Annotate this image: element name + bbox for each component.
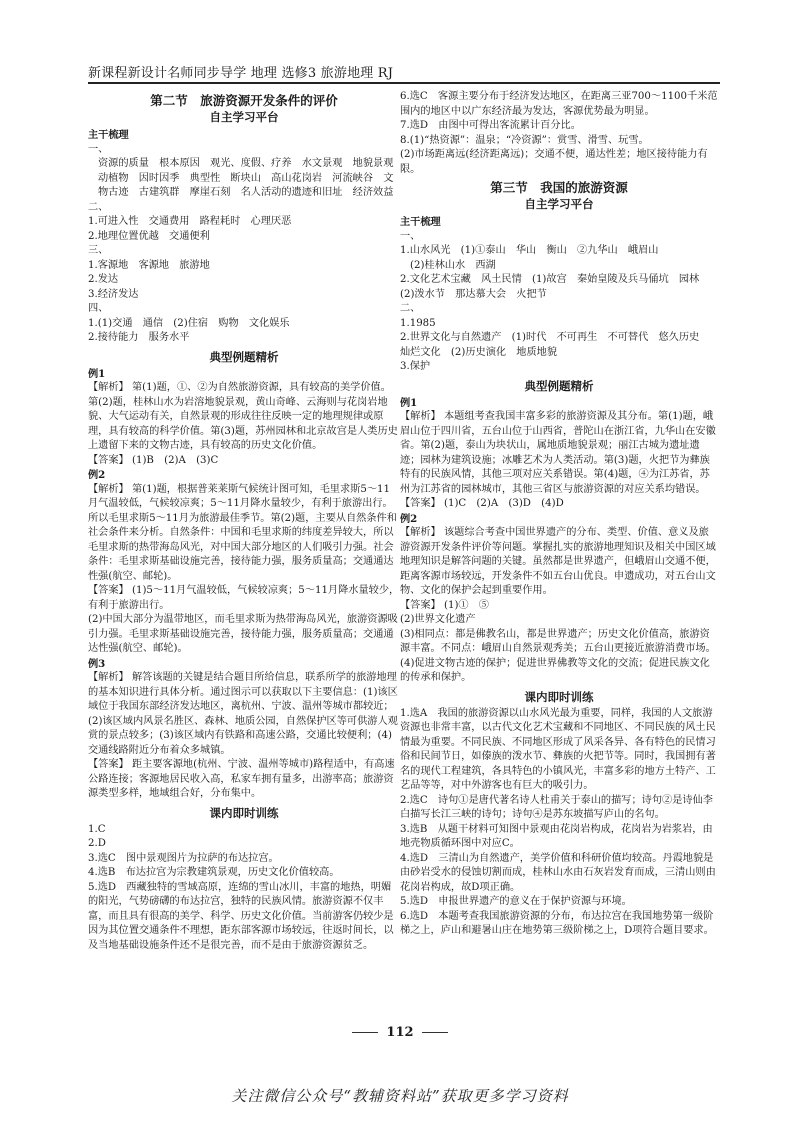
left-line: 【答案】 距主要客源地(杭州、宁波、温州等城市)路程适中，有高速公路连接；客源地居民收入高，私家车拥有量多，出游率高；旅游资源类型多样，地域组合好，分布集中。 [88, 759, 395, 799]
running-header: 新课程新设计名师同步导学 地理 选修3 旅游地理 RJ [88, 66, 394, 81]
right-line: 例2 [400, 512, 418, 525]
left-line: 3.经济发达 [88, 288, 139, 300]
footer-note: 关注微信公众号“教辅资料站”获取更多学习资料 [231, 1087, 569, 1105]
right-line: (2)市场距离远(经济距离远)；交通不便，通达性差；地区接待能力有限。 [400, 149, 708, 175]
page-number [0, 1025, 800, 1040]
left-line: 3.选C 图中景观图片为拉萨的布达拉宫。 [88, 852, 279, 864]
left-line: 【解析】 第(1)题，①、②为自然旅游资源，具有较高的美学价值。第(2)题，桂林山水为岩溶地貌景观，黄山奇峰、云海则与花岗岩地貌、大气运动有关，自然景观的形成往往反映一定的地理规律或原理，具有较高的科学价值。第(3)题，苏州园林和北京故宫是人类历史上遗留下来的文物古迹，具有较高的历史文化价值。 [88, 382, 398, 451]
page-number-dash-right [422, 1032, 448, 1033]
right-line: 一、 [400, 230, 421, 242]
right-line: 3.选B 从题干材料可知图中景观由花岗岩构成，花岗岩为岩浆岩，由地壳物质循环图中对应C。 [400, 823, 713, 849]
left-line: 1.客源地 客源地 旅游地 [88, 259, 210, 271]
left-line: 三、 [88, 245, 109, 256]
left-line: 1.(1)交通 通信 (2)住宿 购物 文化娱乐 [88, 317, 290, 329]
right-line: (4)促进文物古迹的保护；促进世界佛教等文化的交流；促进民族文化的传承和保护。 [400, 657, 710, 683]
right-line: 1.1985 [400, 317, 436, 329]
left-line: (2)中国大部分为温带地区，而毛里求斯为热带海岛风光，旅游资源吸引力强。毛里求斯基础设施完善，接待能力强，服务质量高；交通通达性强(航空、邮轮)。 [88, 614, 398, 654]
left-line: 1.可进入性 交通费用 路程耗时 心理厌恶 [88, 216, 292, 227]
right-line: 6.选C 客源主要分布于经济发达地区，在距离三亚700～1100千米范围内的地区中以广东经济最为发达，客源优势最为明显。 [400, 91, 718, 117]
left-line: 2.接待能力 服务水平 [88, 332, 190, 343]
left-line: 5.选D 西藏独特的雪域高原，连绵的雪山冰川，丰富的地热，明媚的阳光，气势磅礴的布达拉宫，独特的民族风情。旅游资源不仅丰富，而且具有很高的美学、科学、历史文化价值。当前游客仍较少是因为其位置交通条件不理想，距东部客源市场较远，往返时间长，以及当地基础设施条件还不是很完善，而不是由于旅游资源贫乏。 [88, 881, 394, 951]
right-line: (2)桂林山水 西湖 [410, 259, 496, 271]
right-line: 【答案】 (1)① ⑤ [400, 599, 489, 611]
left-line: 例1 [88, 367, 106, 380]
right-line: 课内即时训练 [524, 689, 594, 704]
left-column [88, 90, 404, 953]
left-line: 第二节 旅游资源开发条件的评价 [150, 93, 338, 108]
left-line: 例3 [88, 657, 106, 670]
left-line: 主干梳理 [88, 129, 129, 141]
left-line: 四、 [88, 303, 109, 314]
left-line: 2.地理位置优越 交通便利 [88, 230, 210, 242]
left-line: 1.C [88, 823, 106, 835]
right-column [400, 90, 718, 939]
right-line: 8.(1)“热资源”：温泉；“冷资源”：赏雪、滑雪、玩雪。 [400, 134, 649, 146]
right-line: 7.选D 由图中可得出客流累计百分比。 [400, 120, 581, 131]
left-line: 4.选B 布达拉宫为宗教建筑景观，历史文化价值较高。 [88, 867, 340, 878]
right-line: 典型例题精析 [524, 378, 594, 393]
right-line: 1.山水风光 (1)①泰山 华山 衡山 ②九华山 峨眉山 [400, 245, 659, 256]
left-line: 【答案】 (1)5～11月气温较低，气候较凉爽；5～11月降水量较少，有利于旅游出行。 [88, 585, 400, 611]
left-line: 【解析】 解答该题的关键是结合题目所给信息，联系所学的旅游地理的基本知识进行具体分析。通过图示可以获取以下主要信息：(1)该区域位于我国东部经济发达地区，离杭州、宁波、温州等城市都较近；(2)该区域内风景名胜区、森林、地质公园，自然保护区等可供游人观赏的景点较多；(3)该区域内有铁路和高速公路，交通比较便利；(4)交通线路附近分布着众多城镇。 [88, 672, 398, 756]
left-line: 【解析】 第(1)题，根据普莱莱斯气候统计图可知，毛里求斯5～11月气温较低，气候较凉爽；5～11月降水量较少，有利于旅游出行。所以毛里求斯5～11月为旅游最佳季节。第(2)题，主要从自然条件和社会条件来分析。自然条件：中国和毛里求斯的纬度差异较大，所以毛里求斯的热带海岛风光，对中国大部分地区的人们吸引力强。社会条件：毛里求斯基础设施完善，接待能力强，服务质量高；交通通达性强(航空、邮轮)。 [88, 483, 397, 582]
right-line: 第三节 我国的旅游资源 [490, 180, 628, 195]
right-line: 5.选D 申报世界遗产的意义在于保护资源与环境。 [400, 896, 632, 907]
left-line: 2.发达 [88, 274, 119, 285]
right-line: 1.选A 我国的旅游资源以山水风光最为重要，同样，我国的人文旅游资源也非常丰富，以古代文化艺术宝藏和不同地区、不同民族的风土民情最为重要。不同民族、不同地区形成了风采各异、各有特色的民情习俗和民间节日，如傣族的泼水节、彝族的火把节等。同时，我国拥有著名的现代工程建筑，各具特色的小镇风光，丰富多彩的地方土特产、工艺品等等，对中外游客也有巨大的吸引力。 [400, 707, 716, 791]
right-line: 自主学习平台 [524, 197, 594, 211]
right-line: 二、 [400, 303, 421, 314]
right-line: (2)世界文化遗产 [400, 614, 476, 625]
left-line: 课内即时训练 [209, 805, 279, 820]
page-number-dash-left [352, 1032, 378, 1033]
header-rule [88, 82, 720, 84]
right-line: 例1 [400, 396, 418, 409]
right-line: 主干梳理 [400, 216, 441, 228]
left-line: 资源的质量 根本原因 观光、度假、疗养 水文景观 地貌景观 动植物 因时因季 典型性 断块山 高山花岗岩 河流峡谷 文物古迹 古建筑群 摩崖石刻 名人活动的遗迹和旧址 经济效益 [98, 158, 404, 198]
left-line: 2.D [88, 838, 106, 849]
page-number-text: 112 [386, 1025, 414, 1040]
right-line: 【答案】 (1)C (2)A (3)D (4)D [400, 498, 564, 509]
left-line: 典型例题精析 [209, 349, 279, 364]
right-line: 3.保护 [400, 361, 431, 372]
left-line: 例2 [88, 469, 106, 481]
right-line: 4.选D 三清山为自然遗产，美学价值和科研价值均较高。丹霞地貌是由砂岩受水的侵蚀切割而成，桂林山水由石灰岩发育而成，三清山则由花岗岩构成，故D项正确。 [400, 852, 716, 893]
right-line: 2.文化艺术宝藏 风土民情 (1)故宫 秦始皇陵及兵马俑坑 园林 (2)泼水节 那达慕大会 火把节 [400, 274, 710, 300]
left-line: 自主学习平台 [209, 110, 279, 124]
left-line: 【答案】 (1)B (2)A (3)C [88, 454, 219, 466]
right-line: 2.选C 诗句①是唐代著名诗人杜甫关于泰山的描写；诗句②是诗仙李白描写长江三峡的诗句；诗句④是苏东坡描写庐山的名句。 [400, 794, 713, 820]
left-line: 一、 [88, 143, 109, 155]
right-line: (3)相同点：都是佛教名山，都是世界遗产；历史文化价值高，旅游资源丰富。不同点：峨眉山自然景观秀美；五台山更接近旅游消费市场。 [400, 628, 716, 654]
right-line: 【解析】 本题组考查我国丰富多彩的旅游资源及其分布。第(1)题，峨眉山位于四川省，五台山位于山西省，普陀山在浙江省，九华山在安徽省。第(2)题，泰山为块状山，属地质地貌景观；丽江古城为遗址遗迹；园林为建筑设施；冰雕艺术为人类活动。第(3)题，火把节为彝族特有的民族风情，其他三项对应关系错误。第(4)题，④为江苏省，苏州为江苏省的园林城市，其他三省区与旅游资源的对应关系均错误。 [400, 411, 716, 495]
right-line: 6.选D 本题考查我国旅游资源的分布，布达拉宫在我国地势第一级阶梯之上，庐山和避暑山庄在地势第三级阶梯之上，D项符合题目要求。 [400, 910, 714, 936]
left-line: 二、 [88, 201, 109, 213]
right-line: 【解析】 该题综合考查中国世界遗产的分布、类型、价值、意义及旅游资源开发条件评价等问题。掌握扎实的旅游地理知识及相关中国区域地理知识是解答问题的关键。虽然都是世界遗产，但峨眉山交通不便，距离客源市场较远，开发条件不如五台山优良。申遗成功，对五台山文物、文化的保护会起到重要作用。 [400, 527, 716, 596]
right-line: 2.世界文化与自然遗产 (1)时代 不可再生 不可替代 悠久历史 灿烂文化 (2)历史演化 地质地貌 [400, 332, 710, 358]
